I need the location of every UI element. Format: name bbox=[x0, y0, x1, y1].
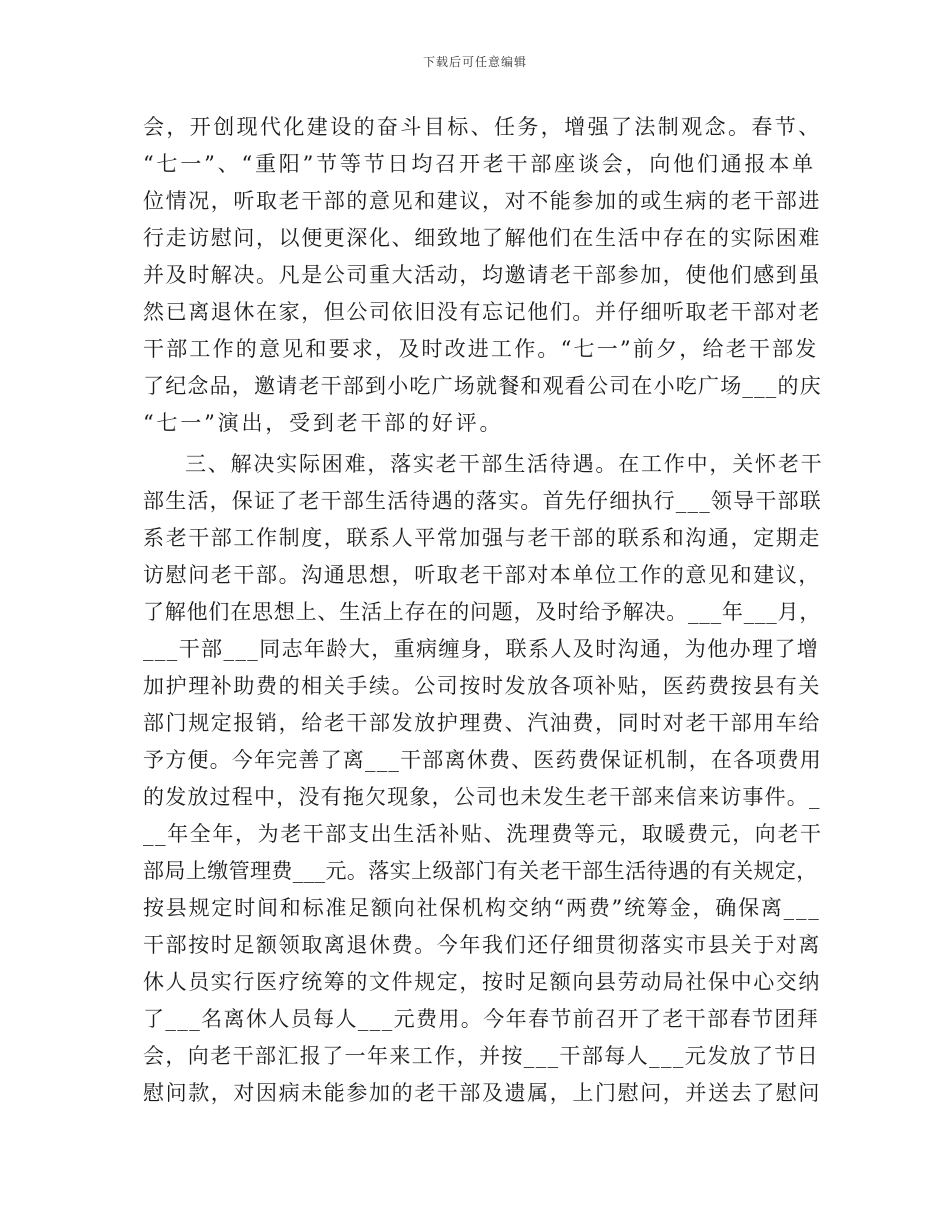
text-line: 访慰问老干部。沟通思想，听取老干部对本单位工作的意见和建议， bbox=[143, 563, 821, 587]
text-line: __年全年，为老干部支出生活补贴、洗理费等元，取暖费元，向老干 bbox=[143, 822, 823, 846]
text-line: 系老干部工作制度，联系人平常加强与老干部的联系和沟通，定期走 bbox=[143, 526, 821, 550]
text-line: 部局上缴管理费___元。落实上级部门有关老干部生活待遇的有关规定， bbox=[143, 859, 818, 883]
text-line: “七一”演出，受到老干部的好评。 bbox=[143, 411, 504, 435]
text-line: 干部按时足额领取离退休费。今年我们还仔细贯彻落实市县关于对离 bbox=[143, 933, 821, 957]
text-line: 会，开创现代化建设的奋斗目标、任务，增强了法制观念。春节、 bbox=[143, 115, 822, 139]
paragraph-start-line: 三、解决实际困难，落实老干部生活待遇。在工作中，关怀老干 bbox=[185, 452, 824, 476]
text-line: 予方便。今年完善了离___干部离休费、医药费保证机制，在各项费用 bbox=[143, 748, 822, 772]
text-line: 会，向老干部汇报了一年来工作，并按___干部每人___元发放了节日 bbox=[143, 1044, 820, 1068]
text-line: 行走访慰问，以便更深化、细致地了解他们在生活中存在的实际困难 bbox=[143, 226, 821, 250]
text-line: 并及时解决。凡是公司重大活动，均邀请老干部参加，使他们感到虽 bbox=[143, 263, 821, 287]
text-line: 了解他们在思想上、生活上存在的问题，及时给予解决。___年___月， bbox=[143, 600, 822, 624]
text-line: 按县规定时间和标准足额向社保机构交纳“两费”统筹金，确保离___ bbox=[143, 896, 821, 920]
text-line: 部生活，保证了老干部生活待遇的落实。首先仔细执行___领导干部联 bbox=[143, 489, 822, 513]
text-line: 加护理补助费的相关手续。公司按时发放各项补贴，医药费按县有关 bbox=[143, 674, 821, 698]
text-line: 休人员实行医疗统筹的文件规定，按时足额向县劳动局社保中心交纳 bbox=[143, 970, 821, 994]
text-line: 部门规定报销，给老干部发放护理费、汽油费，同时对老干部用车给 bbox=[143, 711, 821, 735]
text-line: 慰问款，对因病未能参加的老干部及遗属，上门慰问，并送去了慰问 bbox=[143, 1081, 821, 1105]
text-line: ___干部___同志年龄大，重病缠身，联系人及时沟通，为他办理了增 bbox=[143, 637, 820, 661]
page-header: 下载后可任意编辑 bbox=[422, 55, 527, 69]
text-line: 干部工作的意见和要求，及时改进工作。“七一”前夕，给老干部发 bbox=[143, 337, 819, 361]
text-line: 了___名离休人员每人___元费用。今年春节前召开了老干部春节团拜 bbox=[143, 1007, 820, 1031]
text-line: 的发放过程中，没有拖欠现象，公司也未发生老干部来信来访事件。_ bbox=[143, 785, 821, 809]
text-line: “七一”、“重阳”节等节日均召开老干部座谈会，向他们通报本单 bbox=[143, 152, 816, 176]
text-line: 了纪念品，邀请老干部到小吃广场就餐和观看公司在小吃广场___的庆 bbox=[143, 374, 822, 398]
text-line: 位情况，听取老干部的意见和建议，对不能参加的或生病的老干部进 bbox=[143, 189, 821, 213]
text-line: 然已离退休在家，但公司依旧没有忘记他们。并仔细听取老干部对老 bbox=[143, 300, 821, 324]
